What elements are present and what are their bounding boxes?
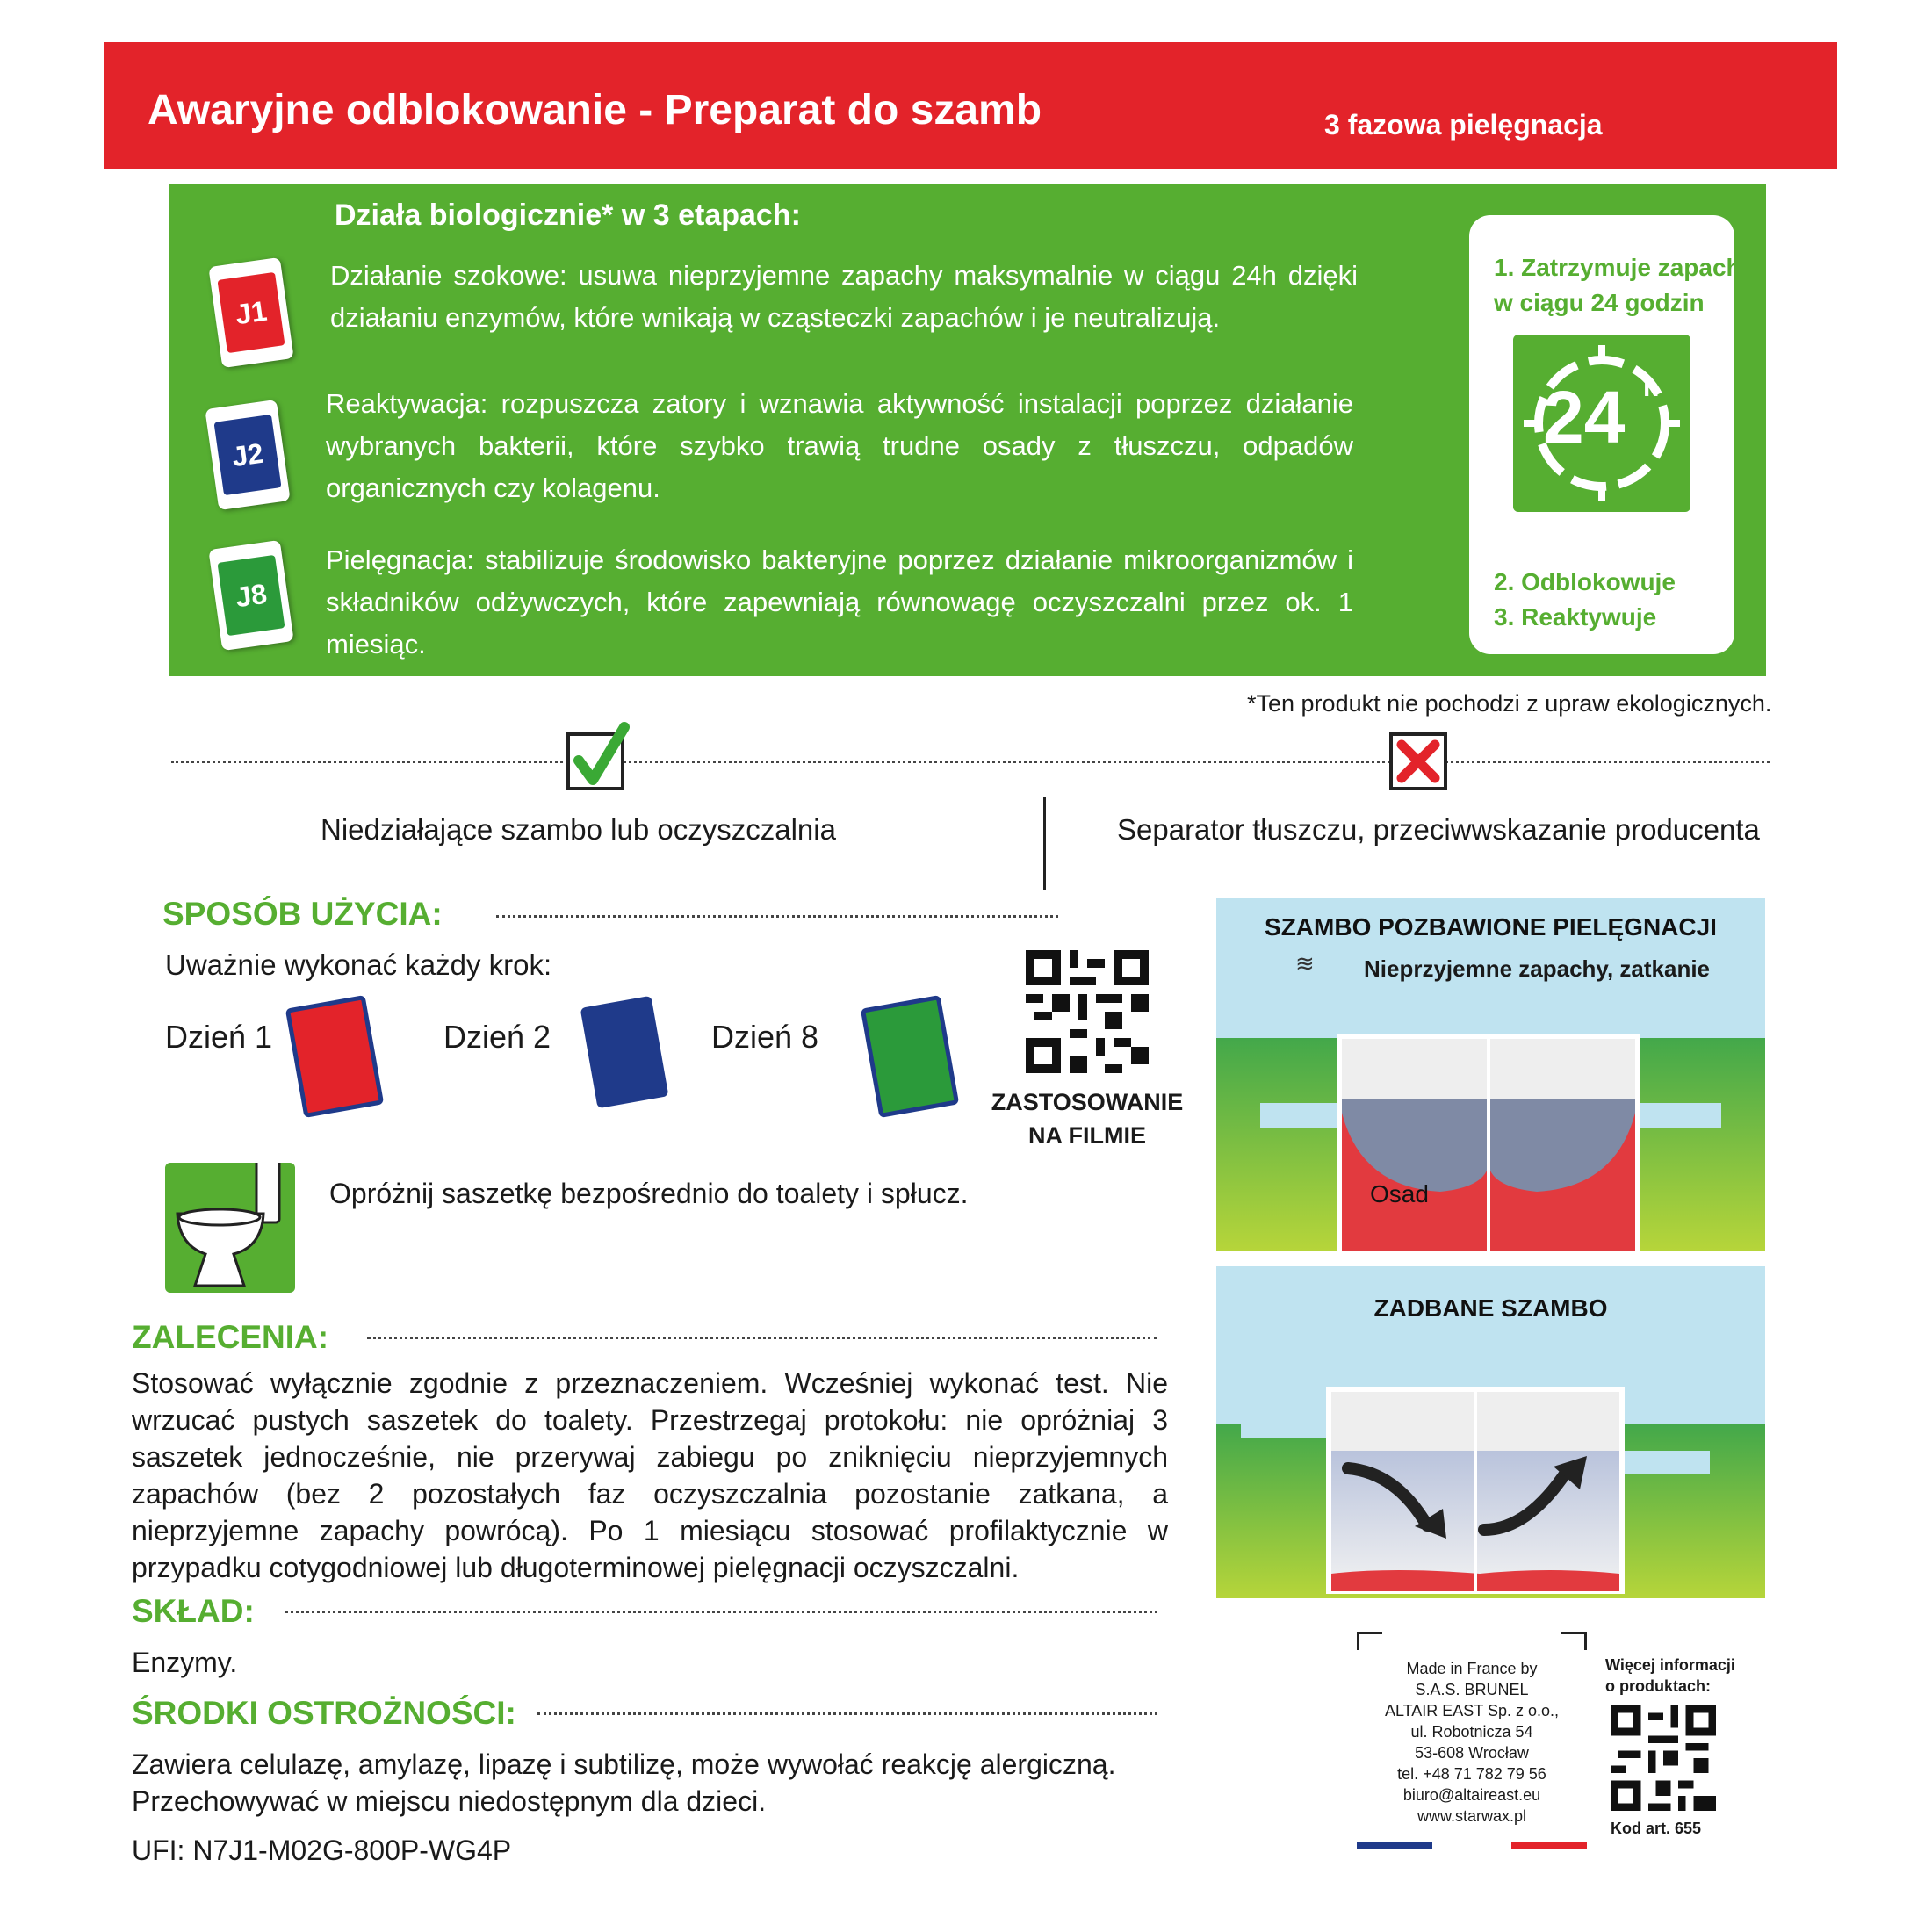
manufacturer-line: biuro@altaireast.eu [1402, 1786, 1541, 1804]
sachet-j1-label: J1 [217, 272, 285, 353]
recommendations-dotted-line [367, 1337, 1157, 1339]
phase-3-text: Pielęgnacja: stabilizuje środowisko bakteryjne poprzez działanie mikroorganizmów i składników odżywczych, które zapewniają równowagę oczyszczalni przez ok. 1 miesiąc. [326, 544, 1353, 660]
video-label [991, 1085, 1184, 1152]
divider-vertical [1043, 797, 1046, 890]
usage-instruction: Opróżnij saszetkę bezpośrednio do toalety i spłucz. [329, 1178, 969, 1209]
organic-footnote: *Ten produkt nie pochodzi z upraw ekologicznych. [1247, 690, 1772, 717]
illustration-untreated-tank [1216, 898, 1765, 1251]
manufacturer-block [1357, 1632, 1587, 1858]
product-subtitle: 3 fazowa pielęgnacja [1324, 109, 1603, 141]
product-info-qr-code[interactable] [1611, 1705, 1716, 1811]
corner-mark [1357, 1632, 1382, 1650]
untreated-tank-title: SZAMBO POZBAWIONE PIELĘGNACJI [1265, 913, 1717, 941]
sachet-j8-icon [208, 540, 293, 651]
ufi-code: UFI: N7J1-M02G-800P-WG4P [132, 1835, 512, 1866]
composition-text: Enzymy. [132, 1647, 238, 1678]
composition-dotted-line [285, 1611, 1157, 1613]
precautions-title: ŚRODKI OSTROŻNOŚCI: [132, 1695, 516, 1731]
manufacturer-line: Made in France by [1406, 1660, 1538, 1677]
phase-2-text: Reaktywacja: rozpuszcza zatory i wznawia aktywność instalacji poprzez działanie wybranych bakterii, które szybko trawią trudne osady z tłuszczu, odpadów organicznych czy kolagenu. [326, 388, 1353, 503]
toilet-icon [165, 1163, 295, 1293]
cross-icon [1389, 732, 1447, 790]
corner-mark [1561, 1632, 1587, 1650]
benefit-1-text: 1. Zatrzymuje zapach [1494, 254, 1741, 281]
product-title: Awaryjne odblokowanie - Preparat do szamb [148, 87, 1042, 133]
video-label-line-1: ZASTOSOWANIE [991, 1089, 1184, 1115]
phases-heading: Działa biologicznie* w 3 etapach: [335, 198, 801, 232]
sachet-j8-label: J8 [217, 555, 285, 636]
benefits-badge [1469, 215, 1741, 654]
recommendations-title: ZALECENIA: [132, 1319, 329, 1355]
sachet-blue-icon [580, 996, 669, 1108]
manufacturer-line: 53-608 Wrocław [1415, 1744, 1529, 1762]
manufacturer-line: www.starwax.pl [1417, 1807, 1527, 1825]
benefit-2-text: 2. Odblokowuje [1494, 568, 1676, 595]
sachet-green-icon [861, 995, 959, 1118]
untreated-tank-caption: Nieprzyjemne zapachy, zatkanie [1364, 955, 1711, 982]
clock-number: 24 [1543, 376, 1626, 458]
manufacturer-line: ul. Robotnicza 54 [1410, 1723, 1533, 1741]
divider-dotted [171, 761, 1770, 763]
recommendations-text: Stosować wyłącznie zgodnie z przeznaczeniem. Wcześniej wykonać test. Nie wrzucać pustych saszetek do toalety. Przestrzegaj protokołu: nie opróżniaj 3 saszetek jednocześnie, nie przerywaj zabiegu po zniknięciu nieprzyjemnych zapachów (bez 2 pozostałych faz oczyszczalnia pozostanie zatkana, a nieprzyjemne zapachy powrócą). Po 1 miesiącu stosować profilaktycznie w przypadku cotygodniowej lub długoterminowej pielęgnacji oczyszczalni. [132, 1367, 1168, 1583]
manufacturer-line: tel. +48 71 782 79 56 [1397, 1765, 1546, 1783]
illustration-maintained-tank [1216, 1266, 1765, 1598]
more-info-line-2: o produktach: [1605, 1677, 1711, 1695]
video-qr-code[interactable] [1026, 950, 1149, 1073]
sachet-j1-icon [208, 257, 293, 368]
benefit-1-subtext: w ciągu 24 godzin [1494, 289, 1705, 316]
phases-panel [169, 184, 1766, 676]
clock-24h-icon [1513, 335, 1690, 512]
benefit-3-text: 3. Reaktywuje [1494, 603, 1657, 631]
day-2-label: Dzień 2 [443, 1019, 551, 1055]
composition-title: SKŁAD: [132, 1593, 255, 1629]
precautions-dotted-line [537, 1712, 1157, 1715]
usage-dotted-line [496, 915, 1058, 918]
precautions-line-2: Przechowywać w miejscu niedostępnym dla dzieci. [132, 1785, 767, 1817]
check-icon [566, 732, 624, 790]
sludge-label: Osad [1370, 1180, 1429, 1208]
clock-unit: h [1643, 373, 1660, 402]
flag-blue-stripe [1357, 1842, 1432, 1849]
header-banner [104, 42, 1837, 169]
manufacturer-line: S.A.S. BRUNEL [1415, 1681, 1529, 1698]
more-info [1605, 1654, 1735, 1697]
precautions-line-1: Zawiera celulazę, amylazę, lipazę i subtilizę, może wywołać reakcję alergiczną. [132, 1748, 1116, 1780]
more-info-line-1: Więcej informacji [1605, 1656, 1735, 1674]
usage-title: SPOSÓB UŻYCIA: [162, 896, 443, 932]
maintained-tank-title: ZADBANE SZAMBO [1373, 1294, 1608, 1322]
suitable-label: Niedziałające szambo lub oczyszczalnia [321, 813, 836, 846]
day-8-label: Dzień 8 [711, 1019, 819, 1055]
sachet-j2-label: J2 [213, 415, 281, 495]
manufacturer-text [1357, 1658, 1587, 1827]
video-label-line-2: NA FILMIE [1028, 1122, 1146, 1149]
sachet-j2-icon [205, 400, 290, 510]
day-1-label: Dzień 1 [165, 1019, 273, 1055]
flag-red-stripe [1511, 1842, 1587, 1849]
phase-1-text: Działanie szokowe: usuwa nieprzyjemne zapachy maksymalnie w ciągu 24h dzięki działaniu enzymów, które wnikają w cząsteczki zapachów i je neutralizują. [330, 260, 1358, 333]
sachet-red-icon [285, 995, 384, 1118]
article-code: Kod art. 655 [1611, 1820, 1702, 1837]
usage-intro: Uważnie wykonać każdy krok: [165, 948, 552, 981]
waves-icon: ≋ [1295, 950, 1315, 977]
unsuitable-label: Separator tłuszczu, przeciwwskazanie producenta [1117, 813, 1760, 846]
manufacturer-line: ALTAIR EAST Sp. z o.o., [1384, 1702, 1560, 1719]
